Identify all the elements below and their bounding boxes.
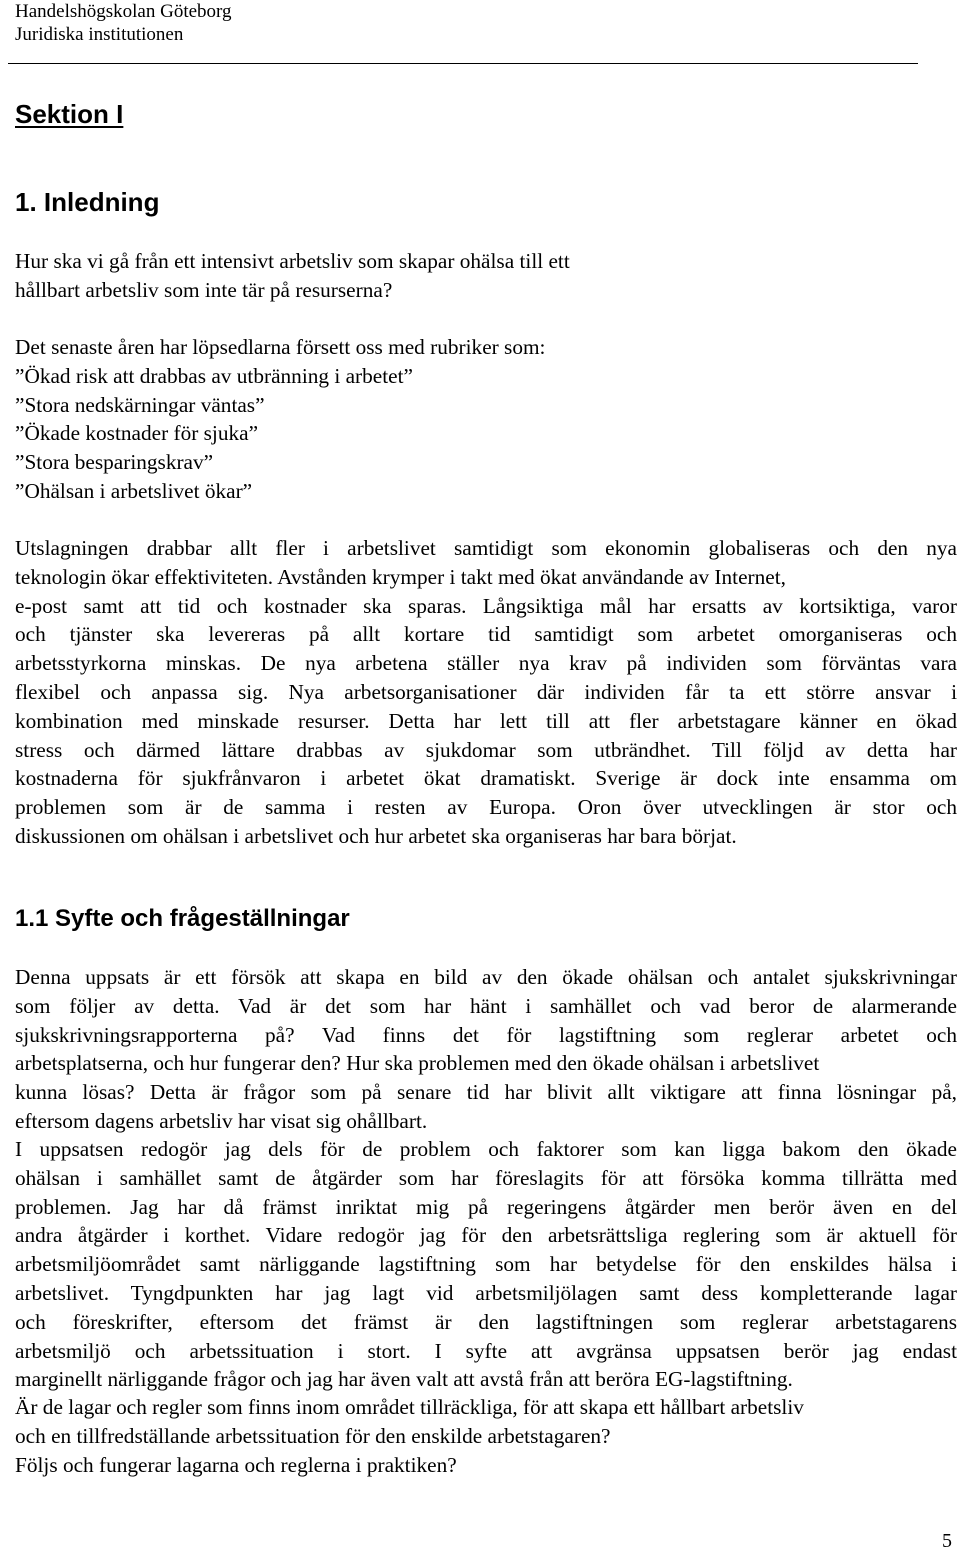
text-line: Denna uppsats är ett försök att skapa en bild av den ökade ohälsan och antalet sjukskrivningar xyxy=(15,965,957,989)
intro-question xyxy=(15,247,957,305)
headline-quote: ”Ökad risk att drabbas av utbränning i arbetet” xyxy=(15,363,413,388)
text-line: hållbart arbetsliv som inte tär på resurserna? xyxy=(15,277,393,302)
text-line: diskussionen om ohälsan i arbetslivet och hur arbetet ska organiseras har bara börjat. xyxy=(15,823,737,848)
page-number: 5 xyxy=(942,1530,952,1552)
text-line: ohälsan i samhället samt de åtgärder som har föreslagits för att försöka komma tillrätta med xyxy=(15,1165,957,1190)
text-line: problemen som är de samma i resten av Europa. Oron över utvecklingen är stor och xyxy=(15,795,957,820)
text-line: problemen. Jag har då främst inriktat mig på regeringens åtgärder men berör även en del xyxy=(15,1194,957,1219)
headline-quote: ”Stora nedskärningar väntas” xyxy=(15,392,265,417)
headline-block xyxy=(15,333,715,506)
text-line: arbetsmiljöområdet samt närliggande lagstiftning som har betydelse för den enskildes hälsa i xyxy=(15,1252,957,1277)
text-line: andra åtgärder i korthet. Vidare redogör jag för den arbetsrättsliga reglering som är aktuell för xyxy=(15,1223,957,1248)
headline-intro: Det senaste åren har löpsedlarna försett oss med rubriker som: xyxy=(15,335,546,359)
heading-inledning: 1. Inledning xyxy=(15,187,160,217)
text-line: Hur ska vi gå från ett intensivt arbetsliv som skapar ohälsa till ett xyxy=(15,249,570,273)
headline-quote: ”Ohälsan i arbetslivet ökar” xyxy=(15,478,253,503)
section-title: Sektion I xyxy=(15,99,124,129)
text-line: arbetsstyrkorna minskas. De nya arbetena ställer nya krav på individen som förväntas vara xyxy=(15,651,957,676)
text-line: stress och därmed lättare drabbas av sjukdomar som utbrändhet. Till följd av detta har xyxy=(15,737,957,762)
text-line: och en tillfredställande arbetssituation för den enskilde arbetstagaren? xyxy=(15,1423,611,1448)
text-line: sjukskrivningsrapporterna på? Vad finns det för lagstiftning som reglerar arbetet och xyxy=(15,1022,957,1047)
text-line: arbetslivet. Tyngdpunkten har jag lagt vid arbetsmiljölagen samt dess kompletterande lagar xyxy=(15,1280,957,1305)
headline-quote: ”Ökade kostnader för sjuka” xyxy=(15,421,259,446)
text-line: kunna lösas? Detta är frågor som på senare tid har blivit allt viktigare att finna lösningar på, xyxy=(15,1080,957,1105)
scope-paragraph xyxy=(15,1135,957,1394)
final-question: Följs och fungerar lagarna och reglerna i praktiken? xyxy=(15,1452,457,1477)
text-line: kombination med minskade resurser. Detta har lett till att fler arbetstagare känner en ökad xyxy=(15,708,957,733)
purpose-paragraph xyxy=(15,963,957,1136)
text-line: arbetsplatserna, och hur fungerar den? Hur ska problemen med den ökade ohälsan i arbetslivet xyxy=(15,1051,820,1076)
header-department: Juridiska institutionen xyxy=(15,24,184,45)
text-line: Är de lagar och regler som finns inom området tillräckliga, för att skapa ett hållbart arbetsliv xyxy=(15,1395,804,1419)
header-institution: Handelshögskolan Göteborg xyxy=(15,1,232,22)
text-line: marginellt närliggande frågor och jag har även valt att avstå från att beröra EG-lagstiftning. xyxy=(15,1367,793,1392)
header-rule xyxy=(8,63,918,64)
text-line: och tjänster ska levereras på allt kortare tid samtidigt som arbetet omorganiseras och xyxy=(15,622,957,647)
text-line: som följer av detta. Vad är det som har hänt i samhället och vad beror de alarmerande xyxy=(15,993,957,1018)
headline-quote: ”Stora besparingskrav” xyxy=(15,450,214,475)
text-line: arbetsmiljö och arbetssituation i stort. I syfte att avgränsa uppsatsen berör jag endast xyxy=(15,1338,957,1363)
body-paragraph xyxy=(15,534,957,851)
text-line: teknologin ökar effektiviteten. Avstånden krymper i takt med ökat användande av Internet, xyxy=(15,564,786,589)
text-line: eftersom dagens arbetsliv har visat sig ohållbart. xyxy=(15,1108,428,1133)
text-line: I uppsatsen redogör jag dels för de problem och faktorer som kan ligga bakom den ökade xyxy=(15,1137,957,1161)
heading-syfte: 1.1 Syfte och frågeställningar xyxy=(15,905,350,932)
text-line: flexibel och anpassa sig. Nya arbetsorganisationer där individen får ta ett större ansvar i xyxy=(15,679,957,704)
question-paragraph xyxy=(15,1393,957,1479)
text-line: e-post samt att tid och kostnader ska sparas. Långsiktiga mål har ersatts av kortsiktiga, varor xyxy=(15,593,957,618)
text-line: och föreskrifter, eftersom det främst är den lagstiftningen som reglerar arbetstagarens xyxy=(15,1309,957,1334)
text-line: kostnaderna för sjukfrånvaron i arbetet ökat dramatiskt. Sverige är dock inte ensamma om xyxy=(15,766,957,791)
text-line: Utslagningen drabbar allt fler i arbetslivet samtidigt som ekonomin globaliseras och den nya xyxy=(15,536,957,560)
